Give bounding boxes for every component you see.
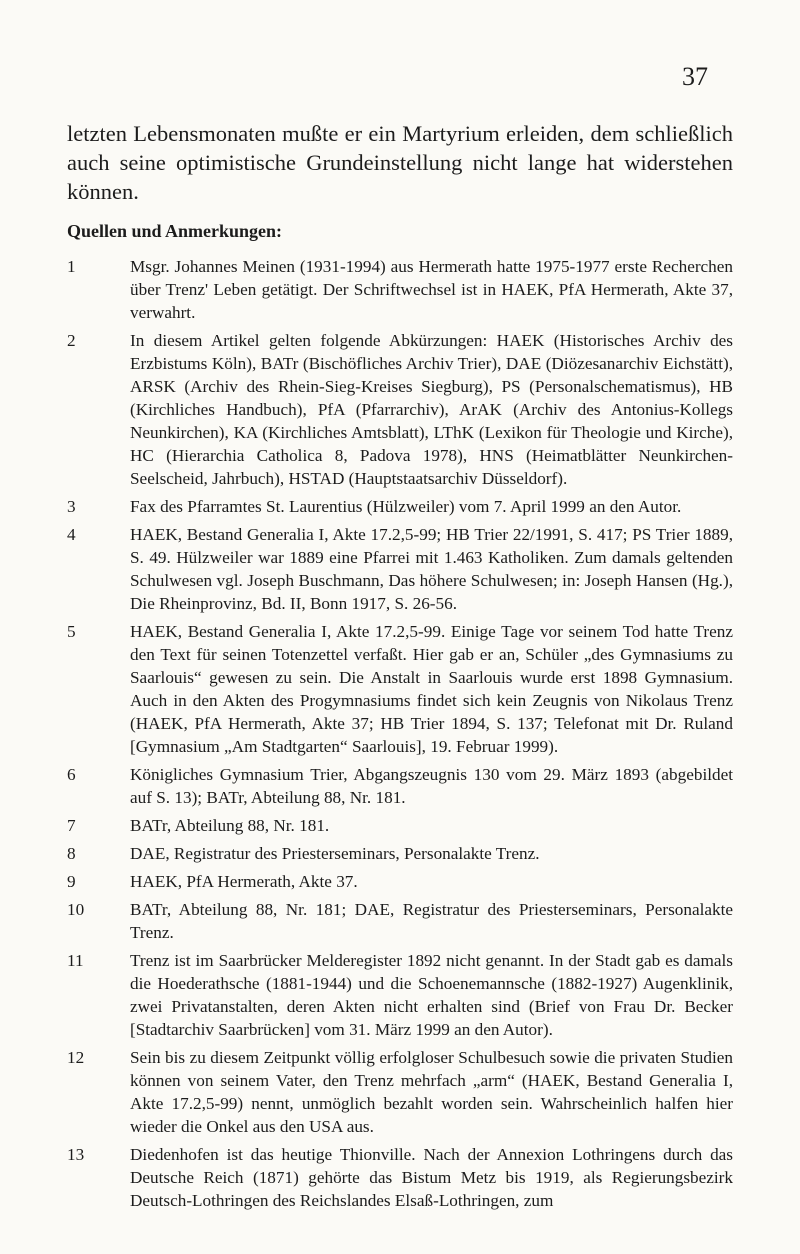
note-number: 6	[67, 765, 76, 784]
section-heading: Quellen und Anmerkungen:	[67, 221, 283, 241]
note-number: 1	[67, 257, 76, 276]
note-number: 8	[67, 844, 76, 863]
note-text: HAEK, PfA Hermerath, Akte 37.	[130, 872, 358, 891]
note-item	[67, 1046, 733, 1138]
note-item	[67, 495, 733, 518]
note-text: HAEK, Bestand Generalia I, Akte 17.2,5-99. Einige Tage vor seinem Tod hatte Trenz den Text für seinen Totenzettel verfaßt. Hier gab er an, Schüler „des Gymnasiums zu Saarlouis“ gewesen zu sein. Die Anstalt in Saarlouis wurde erst 1898 Gymnasium. Auch in den Akten des Progymnasiums findet sich kein Zeugnis von Nikolaus Trenz (HAEK, PfA Hermerath, Akte 37; HB Trier 1894, S. 137; Telefonat mit Dr. Ruland [Gymnasium „Am Stadtgarten“ Saarlouis], 19. Februar 1999).	[130, 622, 733, 756]
note-item	[67, 763, 733, 809]
note-text: DAE, Registratur des Priesterseminars, Personalakte Trenz.	[130, 844, 540, 863]
intro-paragraph: letzten Lebensmonaten mußte er ein Martyrium erleiden, dem schließlich auch seine optimistische Grundeinstellung nicht lange hat widerstehen können.	[67, 120, 733, 204]
note-item	[67, 329, 733, 490]
note-number: 3	[67, 497, 76, 516]
note-text: In diesem Artikel gelten folgende Abkürzungen: HAEK (Historisches Archiv des Erzbistums Köln), BATr (Bischöfliches Archiv Trier), DAE (Diözesanarchiv Eichstätt), ARSK (Archiv des Rhein-Sieg-Kreises Siegburg), PS (Personalschematismus), HB (Kirchliches Handbuch), PfA (Pfarrarchiv), ArAK (Archiv des Antonius-Kollegs Neunkirchen), KA (Kirchliches Amtsblatt), LThK (Lexikon für Theologie und Kirche), HC (Hierarchia Catholica 8, Padova 1978), HNS (Heimatblätter Neunkirchen-Seelscheid, Jahrbuch), HSTAD (Hauptstaatsarchiv Düsseldorf).	[130, 331, 733, 488]
note-number: 2	[67, 331, 76, 350]
note-number: 7	[67, 816, 76, 835]
page-number: 37	[682, 62, 708, 91]
note-number: 11	[67, 951, 84, 970]
note-item	[67, 842, 733, 865]
note-item	[67, 523, 733, 615]
note-item	[67, 1143, 733, 1212]
note-item	[67, 255, 733, 324]
note-text: BATr, Abteilung 88, Nr. 181; DAE, Registratur des Priesterseminars, Personalakte Trenz.	[130, 900, 733, 942]
note-text: HAEK, Bestand Generalia I, Akte 17.2,5-99; HB Trier 22/1991, S. 417; PS Trier 1889, S. 49. Hülzweiler war 1889 eine Pfarrei mit 1.463 Katholiken. Zum damals geltenden Schulwesen vgl. Joseph Buschmann, Das höhere Schulwesen; in: Joseph Hansen (Hg.), Die Rheinprovinz, Bd. II, Bonn 1917, S. 26-56.	[130, 525, 733, 613]
note-text: Msgr. Johannes Meinen (1931-1994) aus Hermerath hatte 1975-1977 erste Recherchen über Trenz' Leben getätigt. Der Schriftwechsel ist in HAEK, PfA Hermerath, Akte 37, verwahrt.	[130, 257, 733, 322]
note-text: Fax des Pfarramtes St. Laurentius (Hülzweiler) vom 7. April 1999 an den Autor.	[130, 497, 682, 516]
note-item	[67, 898, 733, 944]
note-item	[67, 814, 733, 837]
note-number: 12	[67, 1048, 85, 1067]
note-text: Trenz ist im Saarbrücker Melderegister 1892 nicht genannt. In der Stadt gab es damals die Hoederathsche (1881-1944) und die Schoenemannsche (1882-1927) Augenklinik, zwei Privatanstalten, deren Akten nicht erhalten sind (Brief von Frau Dr. Becker [Stadtarchiv Saarbrücken] vom 31. März 1999 an den Autor).	[130, 951, 733, 1039]
note-text: Diedenhofen ist das heutige Thionville. Nach der Annexion Lothringens durch das Deutsche Reich (1871) gehörte das Bistum Metz bis 1919, als Regierungsbezirk Deutsch-Lothringen des Reichslandes Elsaß-Lothringen, zum	[130, 1145, 733, 1210]
notes-list	[67, 255, 733, 1217]
note-number: 4	[67, 525, 76, 544]
note-number: 10	[67, 900, 85, 919]
note-number: 13	[67, 1145, 85, 1164]
note-item	[67, 620, 733, 758]
note-text: Königliches Gymnasium Trier, Abgangszeugnis 130 vom 29. März 1893 (abgebildet auf S. 13); BATr, Abteilung 88, Nr. 181.	[130, 765, 733, 807]
note-item	[67, 870, 733, 893]
note-text: BATr, Abteilung 88, Nr. 181.	[130, 816, 330, 835]
note-item	[67, 949, 733, 1041]
note-number: 5	[67, 622, 76, 641]
note-text: Sein bis zu diesem Zeitpunkt völlig erfolgloser Schulbesuch sowie die privaten Studien können von seinem Vater, den Trenz mehrfach „arm“ (HAEK, Bestand Generalia I, Akte 17.2,5-99) nennt, unmöglich bezahlt worden sein. Wahrscheinlich halfen hier wieder die Onkel aus den USA aus.	[130, 1048, 733, 1136]
note-number: 9	[67, 872, 76, 891]
